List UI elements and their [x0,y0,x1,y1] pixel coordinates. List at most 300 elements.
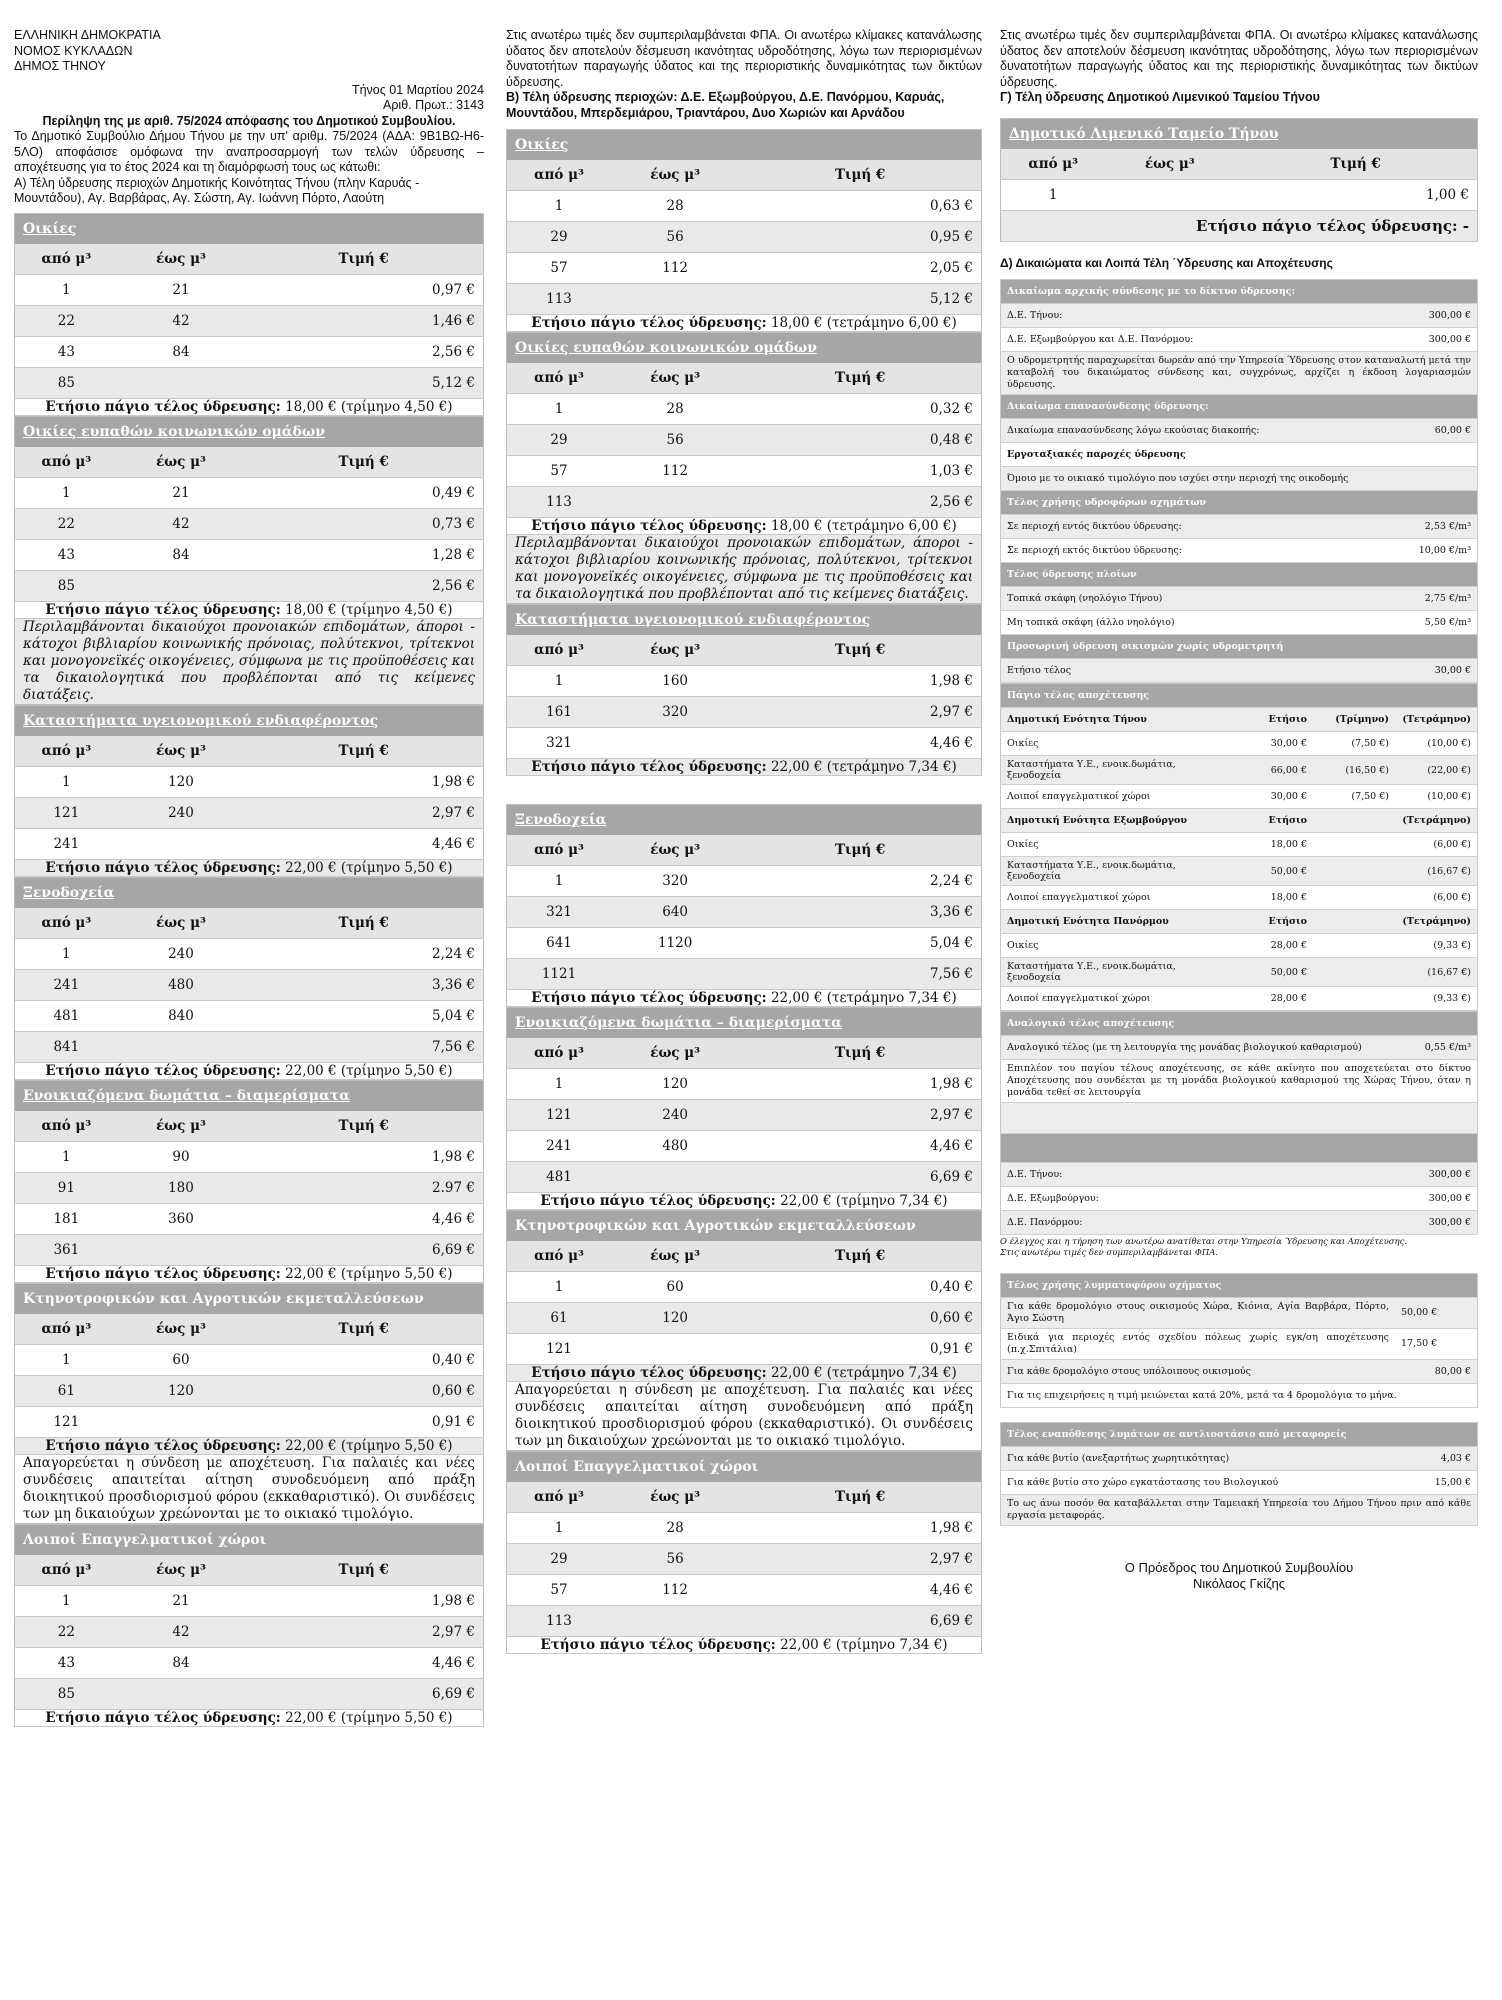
cell-price: 5,12 € [244,367,483,398]
col-price-header: Τιμή € [244,1555,483,1586]
fee-value: 0,55 €/m³ [1395,1036,1478,1060]
column-left [14,28,484,1727]
cell-from: 22 [15,1616,118,1647]
cell-to [611,959,739,990]
empty-row [1001,1103,1478,1134]
fee-value: 18,00 € [1231,886,1313,910]
fee-label: Οικίες [1001,934,1232,958]
cell-to [611,487,739,518]
table-row [507,1069,982,1100]
col-price-header: Τιμή € [244,736,483,767]
cell-to [611,728,739,759]
rate-table-title: Ενοικιαζόμενα δωμάτια – διαμερίσματα [15,1080,484,1111]
cell-to: 1120 [611,928,739,959]
cell-price: 2,97 € [244,797,483,828]
table-row [507,1100,982,1131]
rate-table-title: Οικίες [507,130,982,161]
header-prefecture: ΝΟΜΟΣ ΚΥΚΛΑΔΩΝ [14,43,133,58]
cell-price: 1,98 € [244,766,483,797]
cell-to [118,1678,245,1709]
fee-value: (7,50 €) [1313,785,1395,809]
cell-to: 112 [611,456,739,487]
cell-from: 121 [15,797,118,828]
cell-from: 85 [15,1678,118,1709]
fee-value: 10,00 €/m³ [1395,539,1478,563]
cell-from: 1 [507,666,612,697]
annual-fee-label: Ετήσιο πάγιο τέλος ύδρευσης: [531,315,767,331]
table-row [15,1234,484,1265]
cell-from: 481 [15,1000,118,1031]
fee-label: Ετήσιο τέλος [1001,659,1396,683]
cell-price: 0,91 € [244,1406,483,1437]
col-price-header: Τιμή € [739,363,981,394]
fee-label: Για κάθε δρομολόγιο στους οικισμούς Χώρα, Κιόνια, Αγία Βαρβάρα, Πόρτο, Άγιο Σώστη [1001,1298,1396,1329]
cell-price: 2,24 € [244,938,483,969]
table-row [507,253,982,284]
fee-label: Για κάθε βυτίο (ανεξαρτήτως χωρητικότητας) [1001,1447,1396,1471]
annual-fee-value: 22,00 € (τρίμηνο 7,34 €) [780,1637,948,1653]
col-to-header: έως μ³ [611,1038,739,1069]
col-from-header: από μ³ [507,835,612,866]
table-note: Περιλαμβάνονται δικαιούχοι προνοιακών επιδομάτων, άποροι - κάτοχοι βιβλιαρίου κοινωνικής πρόνοιας, πολύτεκνοι, τρίτεκνοι και μονογονεϊκές οικογένειες, σύμφωνα με τις προϋποθέσεις και τα δικαιολογητικά που προβλέπονται από τις κείμενες διατάξεις. [15,618,484,704]
cell-to: 320 [611,697,739,728]
cell-price: 2,97 € [244,1616,483,1647]
signatory-role: Ο Πρόεδρος του Δημοτικού Συμβουλίου [1124,1560,1354,1575]
annual-fee-value: 22,00 € (τρίμηνο 5,50 €) [285,1709,453,1726]
table-row [15,367,484,398]
table-row [507,425,982,456]
annual-fee-value: 18,00 € (τρίμηνο 4,50 €) [285,398,453,415]
fee-value: 300,00 € [1395,304,1478,328]
rate-table [14,1283,484,1524]
annual-fee-label: Ετήσιο πάγιο τέλος ύδρευσης: [540,1637,776,1653]
annual-fee-value: 18,00 € (τετράμηνο 6,00 €) [770,518,957,534]
col-to-header: έως μ³ [1105,149,1234,180]
annual-fee-value: 22,00 € (τετράμηνο 7,34 €) [770,990,957,1006]
cell-to: 42 [118,305,245,336]
col-from-header: από μ³ [15,1111,118,1142]
rate-table [14,705,484,877]
table-row [507,928,982,959]
cell-to: 42 [118,1616,245,1647]
table-row [15,828,484,859]
fee-note: Το ως άνω ποσόν θα καταβάλλεται στην Ταμειακή Υπηρεσία του Δήμου Τήνου πριν από κάθε εργασία μεταφοράς. [1001,1495,1478,1526]
document-date: Τήνος 01 Μαρτίου 2024 [351,82,484,97]
cell-from: 181 [15,1203,118,1234]
rate-table-title: Οικίες ευπαθών κοινωνικών ομάδων [15,416,484,447]
table-row [507,697,982,728]
rate-table-title: Οικίες [15,213,484,244]
annual-fee [507,1637,982,1654]
cell-price: 2,97 € [739,697,981,728]
fee-label: Σε περιοχή εντός δικτύου ύδρευσης: [1001,515,1396,539]
fee-title-deposit: Τέλος εναπόθεσης λυμάτων σε αντλιοστάσιο από μεταφορείς [1001,1423,1478,1447]
annual-fee-value: 22,00 € (τετράμηνο 7,34 €) [770,759,957,775]
col-price-header: Τιμή € [739,1482,981,1513]
cell-from: 22 [15,305,118,336]
col-to-header: έως μ³ [118,1111,245,1142]
cell-to [118,1234,245,1265]
fee-title-initial: Δικαίωμα αρχικής σύνδεσης με το δίκτυο ύδρευσης: [1001,280,1478,304]
fee-value [1313,886,1395,910]
table-row [1001,934,1478,958]
annual-fee-label: Ετήσιο πάγιο τέλος ύδρευσης: [45,398,281,415]
cell-price: 3,36 € [739,897,981,928]
cell-from: 841 [15,1031,118,1062]
table-row [15,1406,484,1437]
cell-to: 21 [118,477,245,508]
fee-value: 18,00 € [1231,833,1313,857]
rate-table [506,1451,982,1654]
cell-to [118,570,245,601]
fee-label: Καταστήματα Υ.Ε., ενοικ.δωμάτια, ξενοδοχεία [1001,857,1232,886]
cell-price: 0,32 € [739,394,981,425]
fee-label: Λοιποί επαγγελματικοί χώροι [1001,785,1232,809]
fee-value: 4,03 € [1395,1447,1478,1471]
table-row [507,1575,982,1606]
cell-to: 56 [611,1544,739,1575]
annual-fee-label: Ετήσιο πάγιο τέλος ύδρευσης: [540,1193,776,1209]
cell-to: 320 [611,866,739,897]
col-from-header: από μ³ [507,1038,612,1069]
col-price-header: Τιμή € [739,1241,981,1272]
cell-from: 1 [15,477,118,508]
cell-from: 43 [15,1647,118,1678]
cell-to: 90 [118,1141,245,1172]
cell-price: 4,46 € [244,1203,483,1234]
fee-label: Καταστήματα Υ.Ε., ενοικ.δωμάτια, ξενοδοχεία [1001,958,1232,987]
cell-to: 120 [611,1303,739,1334]
cell-price: 2,05 € [739,253,981,284]
annual-fee-value: 22,00 € (τρίμηνο 7,34 €) [780,1193,948,1209]
cell-price: 2,56 € [739,487,981,518]
rate-table-title: Καταστήματα υγειονομικού ενδιαφέροντος [15,705,484,736]
cell-to: 21 [118,1585,245,1616]
cell-price: 5,04 € [244,1000,483,1031]
footnote-line: Ο έλεγχος και η τήρηση των ανωτέρω ανατίθεται στην Υπηρεσία Ύδρευσης και Αποχέτευσης. [1000,1237,1408,1247]
sewer-col-header [1313,910,1395,934]
fee-value: 66,00 € [1231,756,1313,785]
cell-price: 0,97 € [244,274,483,305]
rate-table [14,416,484,705]
fee-value: (10,00 €) [1395,732,1478,756]
cell-price: 4,46 € [244,1647,483,1678]
table-row [15,477,484,508]
table-note: Απαγορεύεται η σύνδεση με αποχέτευση. Για παλαιές και νέες συνδέσεις απαιτείται αίτηση συνοδευόμενη από πράξη διοικητικού προσδιορισμού φόρου (εκκαθαριστικό). Οι συνδέσεις των μη δικαιούχων χρεώνονται με το οικιακό τιμολόγιο. [15,1454,484,1523]
fee-value: (9,33 €) [1395,934,1478,958]
sewer-col-header [1313,809,1395,833]
cell-to [1105,179,1234,210]
cell-price: 1,03 € [739,456,981,487]
col-price-header: Τιμή € [244,244,483,275]
col-to-header: έως μ³ [611,835,739,866]
cell-to: 28 [611,394,739,425]
fee-label: Καταστήματα Υ.Ε., ενοικ.δωμάτια, ξενοδοχεία [1001,756,1232,785]
cell-from: 1 [507,191,612,222]
col-to-header: έως μ³ [118,736,245,767]
rate-table-title: Καταστήματα υγειονομικού ενδιαφέροντος [507,605,982,636]
fee-value: 50,00 € [1395,1298,1478,1329]
cell-to: 640 [611,897,739,928]
cell-to: 240 [611,1100,739,1131]
cell-from: 1 [507,866,612,897]
table-row [15,508,484,539]
fee-label: Λοιποί επαγγελματικοί χώροι [1001,886,1232,910]
fee-title-sewer: Πάγιο τέλος αποχέτευσης [1001,684,1478,708]
fee-label: Δ.Ε. Εξωμβούργου και Δ.Ε. Πανόρμου: [1001,328,1396,352]
annual-fee-label: Ετήσιο πάγιο τέλος ύδρευσης: [531,990,767,1006]
fee-note: Επιπλέον του παγίου τέλους αποχέτευσης, σε κάθε ακίνητο που αποχετεύεται στο δίκτυο Αποχέτευσης που συνδέεται με τη μονάδα βιολογικού καθαρισμού της Χώρας Τήνου, όταν η μονάδα τεθεί σε λειτουργία [1001,1060,1478,1103]
intro-paragraph: Το Δημοτικό Συμβούλιο Δήμου Τήνου με την υπ' αριθμ. 75/2024 (ΑΔΑ: 9Β1ΒΩ-Η6-5ΛΟ) αποφάσισε ομόφωνα την αναπροσαρμογή των τελών ύδρευσης – αποχέτευσης για το έτος 2024 και τη διαμόρφωσή τους ως κάτωθι: [14,129,484,174]
cell-to: 56 [611,222,739,253]
col-price-header: Τιμή € [739,160,981,191]
col-from-header: από μ³ [15,244,118,275]
col-to-header: έως μ³ [118,447,245,478]
fee-note: Για τις επιχειρήσεις η τιμή μειώνεται κατά 20%, μετά τα 4 δρομολόγια το μήνα. [1001,1384,1478,1408]
cell-from: 121 [15,1406,118,1437]
table-row [15,797,484,828]
col-to-header: έως μ³ [118,244,245,275]
empty-title-row [1001,1134,1478,1163]
cell-price: 7,56 € [739,959,981,990]
cell-price: 2,24 € [739,866,981,897]
fee-value: (16,50 €) [1313,756,1395,785]
cell-from: 1 [507,1272,612,1303]
annual-fee [15,1062,484,1079]
fee-label: Μη τοπικά σκάφη (άλλο νηολόγιο) [1001,611,1396,635]
fee-value: (10,00 €) [1395,785,1478,809]
table-row [507,394,982,425]
section-b-heading: Β) Τέλη ύδρευσης περιοχών: Δ.Ε. Εξωμβούργου, Δ.Ε. Πανόρμου, Καρυάς, Μουντάδου, Μπερδεμιάρου, Τριαντάρου, Δυο Χωριών και Αρνάδου [506,90,945,120]
col-from-header: από μ³ [15,447,118,478]
cell-price: 0,63 € [739,191,981,222]
cell-to [118,828,245,859]
table-row [15,539,484,570]
fees-table-water [1000,279,1478,683]
cell-price: 2,97 € [739,1544,981,1575]
cell-to: 112 [611,253,739,284]
footnote-line: Στις ανωτέρω τιμές δεν συμπεριλαμβάνεται ΦΠΑ. [1000,1248,1219,1258]
fees-table-deposit [1000,1422,1478,1526]
cell-to [611,284,739,315]
col-to-header: έως μ³ [611,363,739,394]
sewer-col-header: (Τετράμηνο) [1395,910,1478,934]
cell-from: 113 [507,1606,612,1637]
signature-block [1000,1560,1478,1592]
column-right [1000,28,1478,1592]
col-to-header: έως μ³ [611,1241,739,1272]
cell-from: 1 [15,766,118,797]
cell-from: 61 [507,1303,612,1334]
col-to-header: έως μ³ [611,635,739,666]
section-a-heading: Α) Τέλη ύδρευσης περιοχών Δημοτικής Κοινότητας Τήνου (πλην Καρυάς - Μουντάδου), Αγ. Βαρβάρας, Αγ. Σώστη, Αγ. Ιωάννη Πόρτο, Λαούτη [14,175,420,205]
section-a-tables [14,213,484,1727]
annual-fee-label: Ετήσιο πάγιο τέλος ύδρευσης: [45,1062,281,1079]
cell-from: 1 [15,938,118,969]
annual-fee-value: 22,00 € (τετράμηνο 7,34 €) [770,1365,957,1381]
cell-to [611,1334,739,1365]
rate-table-title: Κτηνοτροφικών και Αγροτικών εκμεταλλεύσεων [507,1211,982,1242]
table-row [1001,987,1478,1011]
fee-value: 30,00 € [1231,785,1313,809]
col-price-header: Τιμή € [244,447,483,478]
col-to-header: έως μ³ [611,160,739,191]
cell-price: 0,60 € [739,1303,981,1334]
section-c-heading: Γ) Τέλη ύδρευσης Δημοτικού Λιμενικού Ταμείου Τήνου [1000,90,1320,104]
section-b-tables [506,129,982,1654]
fee-label: Τοπικά σκάφη (νηολόγιο Τήνου) [1001,587,1396,611]
fee-label: Για κάθε δρομολόγιο στους υπόλοιπους οικισμούς [1001,1360,1396,1384]
footnote-control [1000,1237,1478,1259]
cell-from: 321 [507,728,612,759]
fee-value: (6,00 €) [1395,833,1478,857]
annual-fee [15,1709,484,1726]
table-row [507,191,982,222]
cell-price: 0,91 € [739,1334,981,1365]
rate-table-title: Λοιποί Επαγγελματικοί χώροι [15,1524,484,1555]
cell-price: 1,28 € [244,539,483,570]
table-row [507,284,982,315]
fee-label: Για κάθε βυτίο στο χώρο εγκατάστασης του Βιολογικού [1001,1471,1396,1495]
cell-to: 21 [118,274,245,305]
sewer-group-name: Δημοτική Ενότητα Εξωμβούργου [1001,809,1232,833]
fee-value: 30,00 € [1395,659,1478,683]
table-row [507,1162,982,1193]
fee-value: (7,50 €) [1313,732,1395,756]
cell-price: 5,04 € [739,928,981,959]
fee-value: (9,33 €) [1395,987,1478,1011]
fee-label: Δ.Ε. Τήνου: [1001,304,1396,328]
cell-price: 1,98 € [739,1513,981,1544]
col-from-header: από μ³ [507,1241,612,1272]
cell-from: 1 [15,1585,118,1616]
col-from-header: από μ³ [507,363,612,394]
cell-price: 1,98 € [244,1141,483,1172]
annual-fee [507,990,982,1007]
col-to-header: έως μ³ [611,1482,739,1513]
table-row [507,1606,982,1637]
fee-label: Δικαίωμα επανασύνδεσης λόγω εκούσιας διακοπής: [1001,419,1396,443]
table-row [507,1131,982,1162]
fee-note: Όμοιο με το οικιακό τιμολόγιο που ισχύει στην περιοχή της οικοδομής [1001,467,1478,491]
table-row [507,897,982,928]
annual-fee-label: Ετήσιο πάγιο τέλος ύδρευσης: [45,1265,281,1282]
cell-to [118,1031,245,1062]
cell-from: 57 [507,253,612,284]
cell-to: 60 [118,1344,245,1375]
annual-fee-value: 18,00 € (τετράμηνο 6,00 €) [770,315,957,331]
cell-to: 180 [118,1172,245,1203]
cell-price: 0,95 € [739,222,981,253]
sewer-col-header: Ετήσιο [1231,910,1313,934]
annual-fee-label: Ετήσιο πάγιο τέλος ύδρευσης: [531,759,767,775]
cell-from: 1121 [507,959,612,990]
vat-note: Στις ανωτέρω τιμές δεν συμπεριλαμβάνεται ΦΠΑ. Οι ανωτέρω κλίμακες κατανάλωσης ύδατος δεν αποτελούν δέσμευση ικανότητας υδροδότησης, λόγω των περιορισμένων δυνατοτήτων παραγωγής ύδατος και της περιοριστικής δυναμικότητας των δικτύων ύδρευσης. [506,28,982,89]
fee-label: Αναλογικό τέλος (με τη λειτουργία της μονάδας βιολογικού καθαρισμού) [1001,1036,1396,1060]
document-title: Περίληψη της με αριθ. 75/2024 απόφασης του Δημοτικού Συμβουλίου. [42,113,456,128]
fee-value [1313,833,1395,857]
annual-fee-value: 18,00 € (τρίμηνο 4,50 €) [285,601,453,618]
column-middle [506,28,982,1654]
cell-to: 42 [118,508,245,539]
cell-from: 43 [15,539,118,570]
cell-to: 84 [118,1647,245,1678]
cell-from: 1 [15,1344,118,1375]
annual-fee [15,601,484,618]
table-row [507,456,982,487]
cell-from: 121 [507,1100,612,1131]
cell-to: 480 [611,1131,739,1162]
cell-to: 28 [611,191,739,222]
rate-table [14,213,484,416]
cell-price: 4,46 € [739,1575,981,1606]
rate-table [14,877,484,1080]
cell-to: 60 [611,1272,739,1303]
fee-value: (16,67 €) [1395,958,1478,987]
sewer-group-name: Δημοτική Ενότητα Πανόρμου [1001,910,1232,934]
fee-title-reconnect: Δικαίωμα επανασύνδεσης ύδρευσης: [1001,395,1478,419]
cell-from: 1 [507,1513,612,1544]
table-row [15,336,484,367]
cell-from: 85 [15,367,118,398]
port-annual-fee: Ετήσιο πάγιο τέλος ύδρευσης: - [1001,210,1478,241]
cell-from: 241 [15,828,118,859]
fee-value: 300,00 € [1395,1187,1478,1211]
fee-note: Ο υδρομετρητής παραχωρείται δωρεάν από την Υπηρεσία Ύδρευσης στον καταναλωτή μετά την καταβολή του δικαιώματος σύνδεσης και, συγχρόνως, αρχίζει η έκδοση λογαριασμών ύδρευσης. [1001,352,1478,395]
table-row [507,487,982,518]
signatory-name: Νικόλαος Γκίζης [1192,1576,1286,1591]
annual-fee [15,1437,484,1454]
table-row [507,728,982,759]
col-from-header: από μ³ [507,635,612,666]
rate-table [14,1080,484,1283]
table-note: Απαγορεύεται η σύνδεση με αποχέτευση. Για παλαιές και νέες συνδέσεις απαιτείται αίτηση συνοδευόμενη από πράξη διοικητικού προσδιορισμού φόρου (εκκαθαριστικό). Οι συνδέσεις των μη δικαιούχων χρεώνονται με το οικιακό τιμολόγιο. [507,1382,982,1451]
cell-from: 61 [15,1375,118,1406]
cell-price: 4,46 € [739,728,981,759]
col-from-header: από μ³ [15,736,118,767]
annual-fee [15,398,484,415]
fee-value: 300,00 € [1395,1163,1478,1187]
table-row [507,1334,982,1365]
col-from-header: από μ³ [507,1482,612,1513]
fee-title-proportional: Αναλογικό τέλος αποχέτευσης [1001,1012,1478,1036]
annual-fee-label: Ετήσιο πάγιο τέλος ύδρευσης: [531,518,767,534]
table-row [15,1000,484,1031]
cell-from: 241 [15,969,118,1000]
col-price-header: Τιμή € [739,835,981,866]
sewer-col-header: (Τρίμηνο) [1313,708,1395,732]
table-note: Περιλαμβάνονται δικαιούχοι προνοιακών επιδομάτων, άποροι - κάτοχοι βιβλιαρίου κοινωνικής πρόνοιας, πολύτεκνοι, τρίτεκνοι και μονογονεϊκές οικογένειες, σύμφωνα με τις προϋποθέσεις και τα δικαιολογητικά που προβλέπονται από τις κείμενες διατάξεις. [507,535,982,604]
fee-value: 17,50 € [1395,1329,1478,1360]
table-row [15,1203,484,1234]
cell-from: 85 [15,570,118,601]
cell-price: 2,97 € [739,1100,981,1131]
annual-fee-value: 22,00 € (τρίμηνο 5,50 €) [285,859,453,876]
table-row [507,1544,982,1575]
cell-from: 43 [15,336,118,367]
fee-label: Δ.Ε. Εξωμβούργου: [1001,1187,1396,1211]
fees-table-sludge [1000,1273,1478,1408]
cell-to: 112 [611,1575,739,1606]
col-price-header: Τιμή € [739,1038,981,1069]
col-to-header: έως μ³ [118,1555,245,1586]
fee-value [1313,934,1395,958]
fees-table-sewer [1000,683,1478,1011]
fee-value: 2,75 €/m³ [1395,587,1478,611]
cell-from: 1 [507,394,612,425]
fee-label: Οικίες [1001,732,1232,756]
rate-table [506,1210,982,1451]
